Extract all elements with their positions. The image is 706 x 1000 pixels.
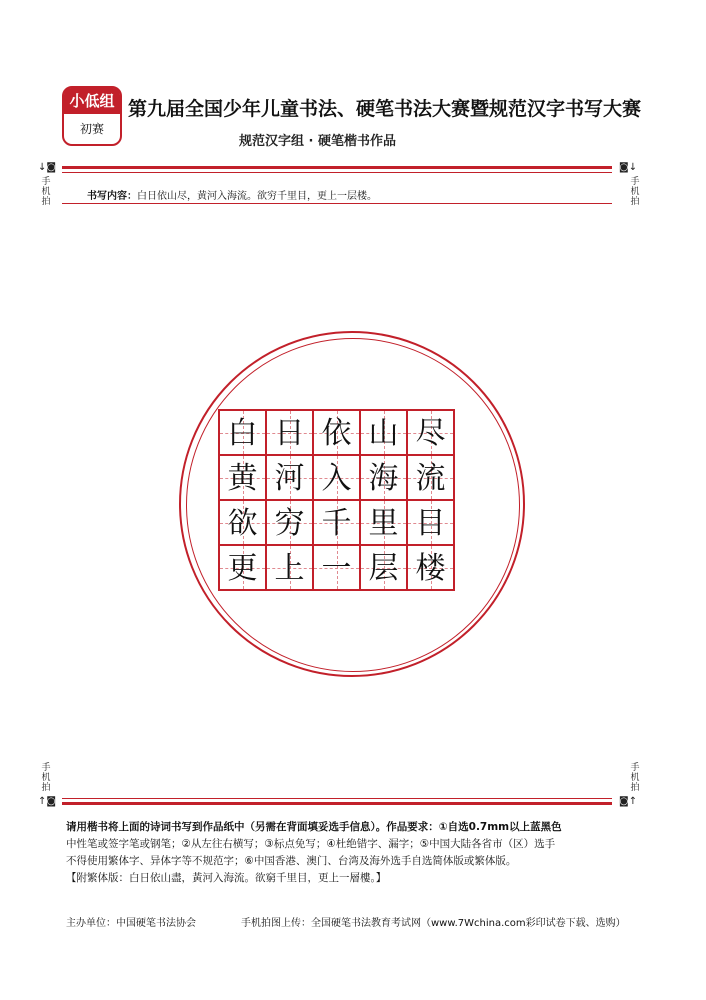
camera-icon: ◙ [46,796,57,807]
badge-stage-label: 初赛 [79,122,104,136]
grid-character: 山 [368,416,399,451]
grid-character: 河 [274,461,305,496]
grid-cell [266,500,313,545]
grid-cell [266,410,313,455]
arrow-down-icon: ↓ [628,162,638,173]
upload-text: 手机拍图上传：全国硬笔书法教育考试网（www.7Wchina.com彩印试卷下载、选购） [241,918,626,929]
grid-character: 一 [321,551,352,586]
grid-cell [313,500,360,545]
writing-content-text: 白日依山尽，黄河入海流。欲穷千里目，更上一层楼。 [137,191,377,202]
instructions-line-1: 请用楷书将上面的诗词书写到作品纸中（另需在背面填妥选手信息）。作品要求：①自选0.7mm以上蓝黑色 [66,821,562,833]
grid-cell [407,545,454,590]
writing-grid [219,410,454,590]
grid-character: 黄 [227,461,258,496]
bottom-divider-thick [62,802,612,805]
grid-character: 海 [368,461,399,496]
arrow-up-icon: ↑ [628,796,638,807]
grid-cell [313,455,360,500]
grid-cell [360,545,407,590]
grid-cell [407,455,454,500]
grid-cell [407,410,454,455]
grid-character: 层 [368,551,399,586]
grid-character: 里 [368,506,399,541]
bottom-left-marker [38,796,56,807]
badge-group-label: 小低组 [64,88,120,114]
grid-character: 入 [321,461,352,496]
grid-cell [360,455,407,500]
grid-character: 上 [274,551,305,586]
bottom-right-marker [619,796,637,807]
grid-cell [266,455,313,500]
bottom-divider-thin [62,798,612,799]
grid-character: 千 [321,506,352,541]
writing-content-label: 书写内容： [87,191,137,202]
camera-icon: ◙ [619,796,629,807]
instructions-line-3: 不得使用繁体字、异体字等不规范字；⑥中国香港、澳门、台湾及海外选手自选简体版或繁体版。 [66,855,517,867]
grid-character: 尽 [415,416,446,451]
grid-cell [360,410,407,455]
phone-shot-label: 手机拍 [41,177,51,207]
grid-character: 更 [227,551,258,586]
grid-character: 楼 [415,551,446,586]
instructions [66,819,626,887]
organizer-text: 主办单位：中国硬笔书法协会 [66,918,196,929]
top-divider-thin [62,172,612,173]
grid-cell [313,545,360,590]
top-right-marker [619,162,637,173]
instructions-line-2: 中性笔或签字笔或钢笔；②从左往右横写；③标点免写；④杜绝错字、漏字；⑤中国大陆各省市（区）选手 [66,838,556,850]
phone-shot-label: 手机拍 [41,763,51,793]
camera-icon: ◙ [46,162,57,173]
grid-cell [219,455,266,500]
grid-cell [266,545,313,590]
top-divider-thick [62,166,612,169]
grid-character: 依 [321,416,352,451]
arrow-down-icon: ↓ [38,162,47,173]
grid-character: 目 [415,506,446,541]
page-subtitle: 规范汉字组 · 硬笔楷书作品 [239,134,396,149]
grid-cell [219,410,266,455]
grid-character: 流 [415,461,446,496]
phone-shot-label: 手机拍 [630,763,640,793]
grid-character: 穷 [274,506,305,541]
phone-shot-label: 手机拍 [630,177,640,207]
grid-character: 白 [227,416,258,451]
grid-cell [219,545,266,590]
camera-icon: ◙ [619,162,629,173]
instructions-line-4: 【附繁体版：白日依山盡，黃河入海流。欲窮千里目，更上一層樓。】 [66,872,387,884]
grid-cell [313,410,360,455]
page-title: 第九届全国少年儿童书法、硬笔书法大赛暨规范汉字书写大赛 [128,98,642,120]
top-left-marker [38,162,56,173]
grid-cell [219,500,266,545]
writing-content [87,187,377,202]
group-badge [62,86,122,146]
content-divider [62,203,612,204]
grid-cell [360,500,407,545]
grid-character: 欲 [227,506,258,541]
arrow-up-icon: ↑ [38,796,47,807]
grid-cell [407,500,454,545]
grid-character: 日 [274,416,305,451]
